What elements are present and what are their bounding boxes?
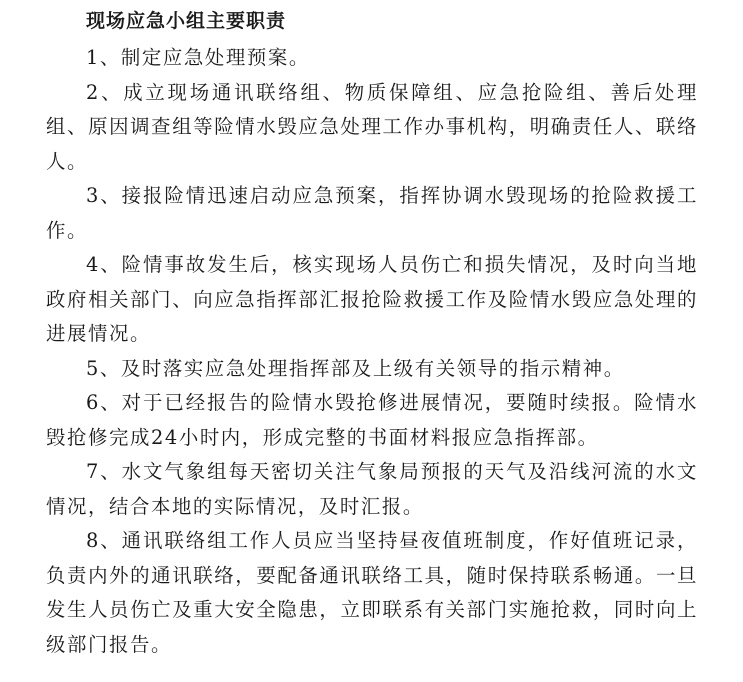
paragraph-6: 6、对于已经报告的险情水毁抢修进展情况，要随时续报。险情水毁抢修完成24小时内，形成完整的书面材料报应急指挥部。 xyxy=(46,391,698,449)
paragraph-5: 5、及时落实应急处理指挥部及上级有关领导的指示精神。 xyxy=(86,356,625,380)
paragraph-8: 8、通讯联络组工作人员应当坚持昼夜值班制度，作好值班记录，负责内外的通讯联络，要配备通讯联络工具，随时保持联系畅通。一旦发生人员伤亡及重大安全隐患，立即联系有关部门实施抢救，同时向上级部门报告。 xyxy=(46,529,698,656)
paragraph-4: 4、险情事故发生后，核实现场人员伤亡和损失情况，及时向当地政府相关部门、向应急指挥部汇报抢险救援工作及险情水毁应急处理的进展情况。 xyxy=(46,253,698,345)
paragraph-1: 1、制定应急处理预案。 xyxy=(86,46,310,69)
document-page xyxy=(46,6,698,662)
paragraph-2: 2、成立现场通讯联络组、物质保障组、应急抢险组、善后处理组、原因调查组等险情水毁应急处理工作办事机构，明确责任人、联络人。 xyxy=(46,80,698,173)
paragraph-3: 3、接报险情迅速启动应急预案，指挥协调水毁现场的抢险救援工作。 xyxy=(46,184,698,242)
paragraph-7: 7、水文气象组每天密切关注气象局预报的天气及沿线河流的水文情况，结合本地的实际情况，及时汇报。 xyxy=(46,460,698,518)
section-heading: 现场应急小组主要职责 xyxy=(86,10,287,32)
